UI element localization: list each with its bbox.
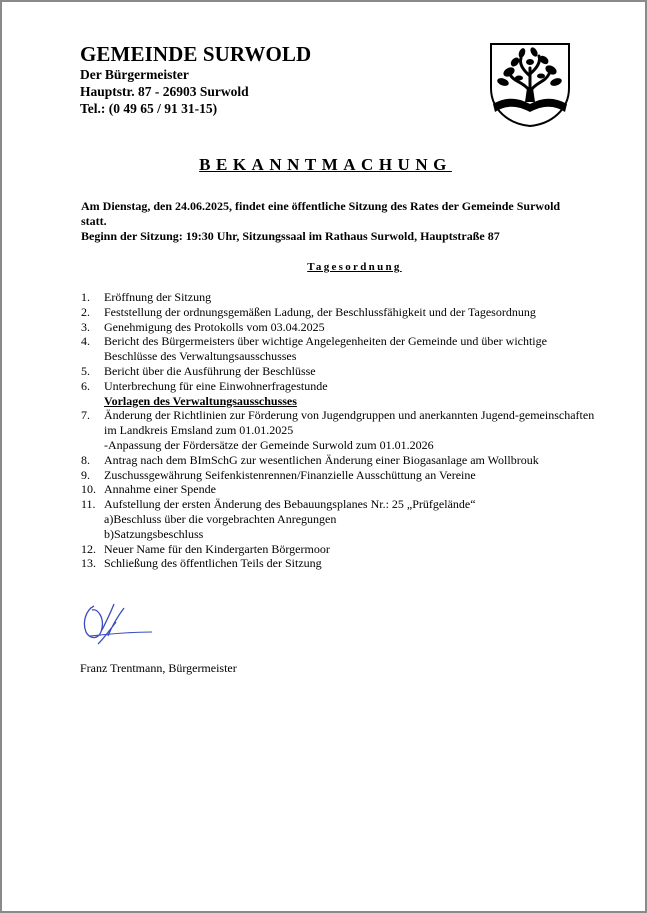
agenda-item xyxy=(81,334,601,364)
agenda-item-text: Annahme einer Spende xyxy=(104,482,216,497)
agenda-item-number: 5. xyxy=(81,363,90,378)
agenda-item-text-block xyxy=(104,320,601,335)
agenda-item-number: 13. xyxy=(81,556,96,571)
agenda-item-text: Änderung der Richtlinien zur Förderung von Jugendgruppen und anerkannten Jugend-gemeinschaften im Landkreis Emsland zum 01.01.2025 xyxy=(104,408,595,438)
agenda-item-text-block xyxy=(104,556,601,571)
agenda-item-text-block xyxy=(104,408,601,452)
agenda-item-text: Aufstellung der ersten Änderung des Bebauungsplanes Nr.: 25 „Prüfgelände“ xyxy=(104,497,476,512)
agenda-item-number: 1. xyxy=(81,290,90,304)
meeting-time-location: Beginn der Sitzung: 19:30 Uhr, Sitzungssaal im Rathaus Surwold, Hauptstraße 87 xyxy=(81,229,500,243)
agenda-item-text-block xyxy=(104,453,601,468)
signature-icon xyxy=(80,600,160,648)
agenda-item-number: 12. xyxy=(81,541,96,556)
agenda-item-text: Zuschussgewährung Seifenkistenrennen/Finanzielle Ausschüttung an Vereine xyxy=(104,467,476,482)
agenda-item-text: Antrag nach dem BImSchG zur wesentlichen Änderung einer Biogasanlage am Wollbrouk xyxy=(104,452,539,467)
sender-phone: Tel.: (0 49 65 / 91 31-15) xyxy=(80,101,218,116)
meeting-date-text: Am Dienstag, den 24.06.2025, findet eine öffentliche Sitzung des Rates der Gemeinde Surwold statt. xyxy=(81,199,561,228)
coat-of-arms-icon xyxy=(489,42,571,128)
agenda-item-number: 4. xyxy=(81,334,90,349)
agenda-item-text: Neuer Name für den Kindergarten Börgermoor xyxy=(104,541,330,556)
signatory-name: Franz Trentmann, Bürgermeister xyxy=(80,661,237,675)
agenda-item xyxy=(81,320,601,335)
agenda-item-number: 2. xyxy=(81,304,90,319)
sender-address: Hauptstr. 87 - 26903 Surwold xyxy=(80,84,249,99)
agenda-item-text: Unterbrechung für eine Einwohnerfragestunde xyxy=(104,378,328,393)
agenda-item-number: 9. xyxy=(81,467,90,482)
agenda-item-text: Bericht des Bürgermeisters über wichtige Angelegenheiten der Gemeinde und über wichtige Beschlüsse des Verwaltungsausschusses xyxy=(104,334,547,364)
agenda-item xyxy=(81,556,601,571)
agenda-item-text-block xyxy=(104,482,601,497)
municipality-name: GEMEINDE SURWOLD xyxy=(80,42,312,66)
agenda-item-text: Schließung des öffentlichen Teils der Sitzung xyxy=(104,556,322,571)
agenda-item xyxy=(81,468,601,483)
agenda-item-number: 7. xyxy=(81,408,90,423)
agenda-subitem: a)Beschluss über die vorgebrachten Anregungen xyxy=(104,511,337,526)
letterhead xyxy=(80,42,311,117)
agenda-item xyxy=(81,453,601,468)
agenda-item-number: 6. xyxy=(81,378,90,393)
agenda-item-text: Genehmigung des Protokolls vom 03.04.2025 xyxy=(104,319,325,334)
agenda-item-text-block xyxy=(104,364,601,379)
agenda-item-text-block xyxy=(104,334,601,364)
agenda-subitem: -Anpassung der Fördersätze der Gemeinde Surwold zum 01.01.2026 xyxy=(104,437,434,452)
agenda-item-text-block xyxy=(104,290,601,305)
agenda-item-text: Eröffnung der Sitzung xyxy=(104,290,212,304)
agenda-item xyxy=(81,408,601,452)
agenda-item xyxy=(81,364,601,379)
agenda-item xyxy=(81,542,601,557)
meeting-announcement xyxy=(81,199,581,244)
agenda-item xyxy=(81,482,601,497)
sender-title: Der Bürgermeister xyxy=(80,67,189,82)
agenda-item-text-block xyxy=(104,497,601,541)
agenda-heading: Tagesordnung xyxy=(307,261,402,273)
agenda-item xyxy=(81,305,601,320)
agenda-item-text: Bericht über die Ausführung der Beschlüsse xyxy=(104,363,316,378)
agenda-item-text-block xyxy=(104,468,601,483)
agenda-item xyxy=(81,497,601,541)
agenda-list xyxy=(81,290,601,571)
agenda-item xyxy=(81,379,601,394)
agenda-item-text-block xyxy=(104,305,601,320)
agenda-section-heading: Vorlagen des Verwaltungsausschusses xyxy=(104,393,297,408)
agenda-item-text-block xyxy=(104,542,601,557)
agenda-item-text-block xyxy=(104,379,601,394)
document-title: BEKANNTMACHUNG xyxy=(199,155,452,174)
agenda-item-number: 8. xyxy=(81,452,90,467)
agenda-item-number: 3. xyxy=(81,319,90,334)
agenda-item xyxy=(81,290,601,305)
agenda-item-number: 11. xyxy=(81,497,96,512)
agenda-item-text: Feststellung der ordnungsgemäßen Ladung, der Beschlussfähigkeit und der Tagesordnung xyxy=(104,304,536,319)
agenda-subitem: b)Satzungsbeschluss xyxy=(104,526,204,541)
agenda-item-number: 10. xyxy=(81,482,96,497)
